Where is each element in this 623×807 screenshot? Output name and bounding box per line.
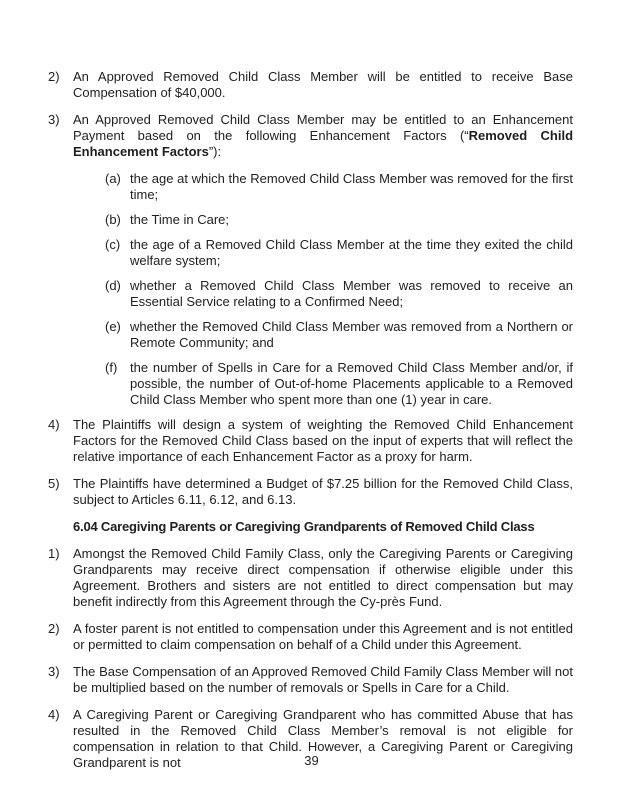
- text-run: ”):: [208, 144, 222, 159]
- list-item-marker: 2): [48, 69, 60, 84]
- sub-list-item-marker: (e): [105, 319, 121, 334]
- sub-list-item-marker: (f): [105, 360, 118, 375]
- list-item-marker: 4): [48, 707, 60, 722]
- sub-list-item: [105, 278, 573, 310]
- sub-list-item-marker: (a): [105, 171, 121, 186]
- list-item-text: A Caregiving Parent or Caregiving Grandparent who has committed Abuse that has resulted in the Removed Child Class Member’s removal is not eligible for compensation in relation to that Child. However, a Caregiving Parent or Caregiving Grandparent is not: [73, 707, 573, 770]
- sub-list-item: [105, 319, 573, 351]
- sub-list-item-text: the age at which the Removed Child Class Member was removed for the first time;: [130, 171, 573, 202]
- list-item-marker: 4): [48, 417, 60, 432]
- sub-list-item: [105, 360, 573, 408]
- list-item: [48, 546, 573, 610]
- list-item-text: An Approved Removed Child Class Member will be entitled to receive Base Compensation of $40,000.: [73, 69, 573, 100]
- list-item-marker: 2): [48, 621, 60, 636]
- list-item-text: The Base Compensation of an Approved Removed Child Family Class Member will not be multiplied based on the number of removals or Spells in Care for a Child.: [73, 664, 573, 695]
- list-item: [48, 664, 573, 696]
- sub-list-item-marker: (c): [105, 237, 121, 252]
- list-item-marker: 3): [48, 112, 60, 127]
- sub-list-item-marker: (b): [105, 212, 121, 227]
- sub-list-item-text: the age of a Removed Child Class Member at the time they exited the child welfare system;: [130, 237, 573, 268]
- sub-list-item-marker: (d): [105, 278, 121, 293]
- sub-list-item-text: whether a Removed Child Class Member was removed to receive an Essential Service relating to a Confirmed Need;: [130, 278, 573, 309]
- sub-list-item: [105, 212, 573, 228]
- text-run: An Approved Removed Child Class Member may be entitled to an Enhancement Payment based on the following Enhancement Factors (“: [73, 112, 573, 143]
- list-item: [48, 417, 573, 465]
- sub-list-item-text: the Time in Care;: [130, 212, 229, 227]
- list-item-text: The Plaintiffs have determined a Budget of $7.25 billion for the Removed Child Class, subject to Articles 6.11, 6.12, and 6.13.: [73, 476, 573, 507]
- page-number: 39: [304, 753, 319, 768]
- sub-list-item: [105, 171, 573, 203]
- list-item-marker: 5): [48, 476, 60, 491]
- list-item: [48, 621, 573, 653]
- text-run-bold: Removed Child Enhancement Factors: [73, 128, 574, 159]
- sub-list-item-text: the number of Spells in Care for a Removed Child Class Member and/or, if possible, the number of Out-of-home Placements applicable to a Removed Child Class Member who spent more than one (1) year in care.: [130, 360, 573, 407]
- list-item: [48, 69, 573, 101]
- list-item-text: The Plaintiffs will design a system of weighting the Removed Child Enhancement Factors for the Removed Child Class based on the input of experts that will reflect the relative importance of each Enhancement Factor as a proxy for harm.: [73, 417, 573, 464]
- list-item-marker: 3): [48, 664, 60, 679]
- sub-list-item: [105, 237, 573, 269]
- sub-list-item-text: whether the Removed Child Class Member was removed from a Northern or Remote Community; and: [130, 319, 573, 350]
- list-item-text: A foster parent is not entitled to compensation under this Agreement and is not entitled or permitted to claim compensation on behalf of a Child under this Agreement.: [73, 621, 573, 652]
- list-item-text: Amongst the Removed Child Family Class, only the Caregiving Parents or Caregiving Grandparents may receive direct compensation if otherwise eligible under this Agreement. Brothers and sisters are not entitled to direct compensation but may benefit indirectly from this Agreement through the Cy-près Fund.: [73, 546, 573, 609]
- section-heading: 6.04 Caregiving Parents or Caregiving Grandparents of Removed Child Class: [73, 519, 535, 534]
- list-item-text: [73, 112, 573, 160]
- list-item: [48, 112, 573, 160]
- list-item: [48, 476, 573, 508]
- list-item-marker: 1): [48, 546, 60, 561]
